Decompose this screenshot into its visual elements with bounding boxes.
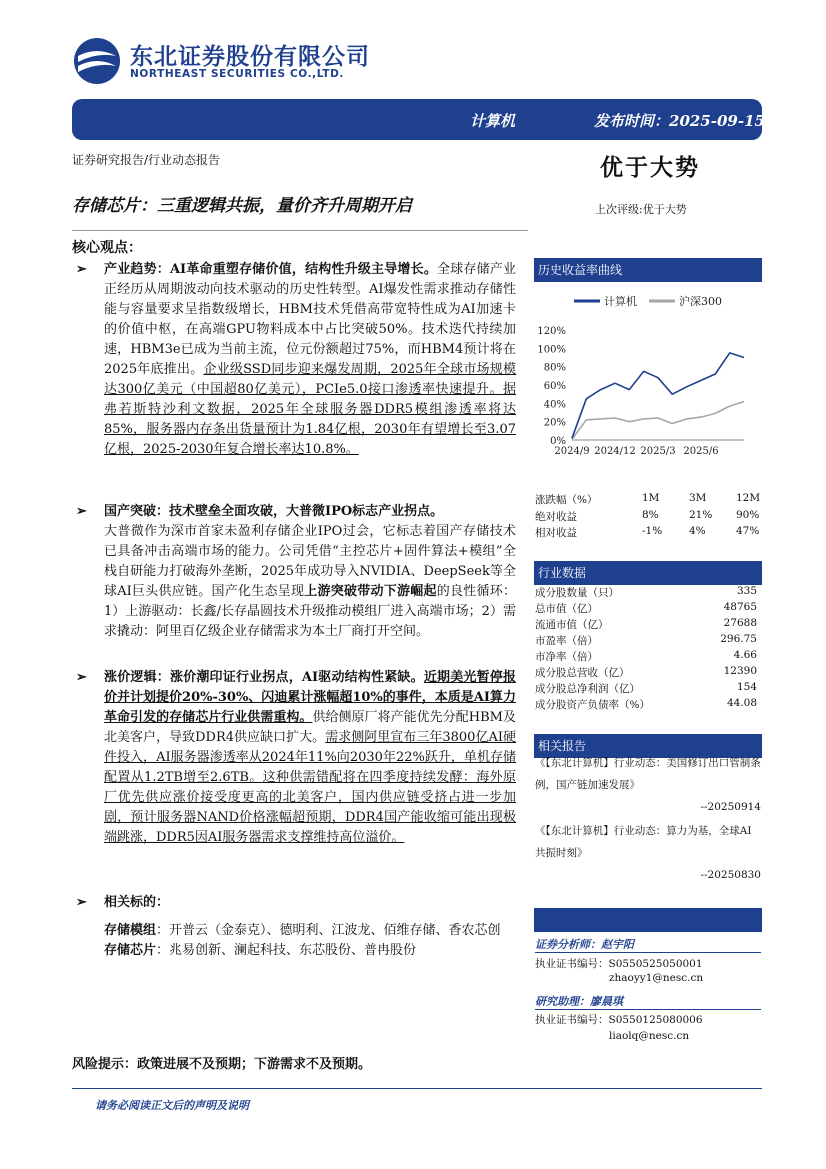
report-title: 存储芯片：三重逻辑共振，量价齐升周期开启 (72, 196, 412, 216)
y-tick-label: 100% (537, 344, 566, 356)
related-report-title[interactable]: 《【东北计算机】行业动态：美国修订出口管制条例，国产链加速发展》 (535, 757, 761, 791)
perf-col-1m: 1M (642, 492, 660, 504)
industry-data-row: 成分股数量（只） 335 (535, 585, 757, 599)
core-point-domestic-breakthrough: ➢ 国产突破：技术壁垒全面攻破，大普微IPO标志产业拐点。 大普微作为深市首家未盈利存储企业IPO过会，它标志着国产存储技术已具备冲击高端市场的能力。公司凭借“主控芯片+固件算法+模组”全栈自研能力打破海外垄断，2025年成功导入NVIDIA、DeepSeek等全球AI巨头供应链。国产化生态呈现上游突破带动下游崛起的良性循环：1）上游驱动：长鑫/长存晶圆技术升级推动模组厂进入高端市场；2）需求撬动：阿里百亿级企业存储需求为本土厂商打开空间。 (76, 504, 516, 639)
related-report-title[interactable]: 《【东北计算机】行业动态：算力为基，全球AI共振时刻》 (535, 825, 752, 859)
related-reports-header: 相关报告 (534, 734, 762, 758)
industry-data-row: 市净率（倍） 4.66 (535, 649, 757, 663)
chart-header: 历史收益率曲线 (534, 258, 762, 282)
arrow-icon: ➢ (76, 504, 87, 519)
analyst-cert: 执业证书编号：S0550525050001 (535, 958, 703, 970)
core-view-heading: 核心观点： (72, 240, 142, 256)
perf-row-absolute: 绝对收益 8% 21% 90% (535, 509, 760, 523)
risk-warning: 风险提示：政策进展不及预期；下游需求不及预期。 (72, 1057, 372, 1072)
footer-disclaimer: 请务必阅读正文后的声明及说明 (95, 1099, 249, 1112)
legend-label: 沪深300 (679, 295, 722, 308)
analyst-email[interactable]: zhaoyy1@nesc.cn (609, 972, 704, 984)
arrow-icon: ➢ (76, 895, 87, 910)
related-report-date: --20250914 (700, 801, 761, 813)
company-name-en: NORTHEAST SECURITIES CO.,LTD. (130, 68, 344, 80)
series-line-0 (572, 353, 744, 438)
perf-row-relative: 相对收益 -1% 4% 47% (535, 525, 760, 539)
previous-rating: 上次评级:优于大势 (595, 203, 687, 216)
industry-data-header: 行业数据 (534, 561, 762, 585)
industry-data-row: 成分股资产负债率（%） 44.08 (535, 697, 757, 711)
related-report-item[interactable] (535, 752, 761, 818)
industry-data-row: 流通市值（亿） 27688 (535, 617, 757, 631)
divider (72, 230, 528, 231)
industry-data-row: 总市值（亿） 48765 (535, 601, 757, 615)
perf-header-label: 涨跌幅（%） (535, 494, 598, 506)
arrow-icon: ➢ (76, 262, 87, 277)
industry-label: 计算机 (470, 112, 516, 130)
core-point-industry-trend: ➢ 产业趋势：AI革命重塑存储价值，结构性升级主导增长。全球存储产业正经历从周期波动向技术驱动的历史性转型。AI爆发性需求推动存储性能与容量要求呈指数级增长，HBM技术凭借高带宽特性成为AI加速卡的价值中枢，在高端GPU物料成本中占比突破50%。技术迭代持续加速，HBM3e已成为当前主流，位元份额超过75%，而HBM4预计将在2025年底推出。企业级SSD同步迎来爆发周期，2025年全球市场规模达300亿美元（中国超80亿美元），PCIe5.0接口渗透率快速提升。据弗若斯特沙利文数据，2025年全球服务器DDR5模组渗透率将达85%，服务器内存条出货量预计为1.84亿根，2030年有望增长至3.07亿根，2025-2030年复合增长率达10.8%。 (76, 262, 516, 457)
perf-col-12m: 12M (736, 492, 761, 504)
perf-col-3m: 3M (689, 492, 707, 504)
analyst-header-bar (534, 908, 762, 932)
industry-data-row: 市盈率（倍） 296.75 (535, 633, 757, 647)
report-type: 证券研究报告/行业动态报告 (72, 153, 221, 167)
related-report-date: --20250830 (700, 869, 761, 881)
industry-data-row: 成分股总营收（亿） 12390 (535, 665, 757, 679)
arrow-icon: ➢ (76, 670, 87, 685)
y-tick-label: 80% (543, 362, 566, 374)
assistant-email[interactable]: liaolq@nesc.cn (609, 1030, 690, 1042)
related-report-item[interactable] (535, 820, 761, 886)
perf-header-row (535, 492, 761, 509)
y-tick-label: 40% (543, 399, 566, 411)
series-line-1 (572, 402, 744, 440)
y-tick-label: 20% (543, 417, 566, 429)
assistant-name: 研究助理：廖晨琪 (535, 993, 761, 1010)
core-point-price-logic: ➢ 涨价逻辑：涨价潮印证行业拐点，AI驱动结构性紧缺。近期美光暂停报价并计划提价20%-30%、闪迪累计涨幅超10%的事件，本质是AI算力革命引发的存储芯片行业供需重构。供给侧原厂将产能优先分配HBM及北美客户，导致DDR4供应缺口扩大。需求侧阿里宣布三年3800亿AI硬件投入，AI服务器渗透率从2024年11%向2030年22%跃升，单机存储配置从1.2TB增至2.6TB。这种供需错配将在四季度持续发酵：海外原厂优先供应涨价接受度更高的北美客户，国内供应链受挤占进一步加剧，预计服务器NAND价格涨幅超预期，DDR4国产能收缩可能出现极端跳涨，DDR5因AI服务器需求支撑维持高位溢价。 (76, 670, 517, 845)
x-tick-label: 2025/6 (683, 446, 719, 457)
company-logo (72, 36, 122, 86)
assistant-cert: 执业证书编号：S0550125080006 (535, 1014, 703, 1026)
x-tick-label: 2024/12 (594, 446, 636, 457)
core-point-related-targets: ➢ 相关标的： 存储模组：开普云（金泰克）、德明利、江波龙、佰维存储、香农芯创 存储芯片：兆易创新、澜起科技、东芯股份、普冉股份 (76, 895, 501, 958)
industry-data-row: 成分股总净利润（亿） 154 (535, 681, 757, 695)
company-name-cn: 东北证券股份有限公司 (130, 44, 370, 70)
return-chart (534, 290, 762, 468)
rating: 优于大势 (600, 154, 700, 181)
footer-divider (72, 1088, 762, 1089)
y-tick-label: 120% (537, 326, 566, 337)
x-tick-label: 2025/3 (640, 446, 676, 457)
legend-label: 计算机 (604, 295, 637, 308)
x-tick-label: 2024/9 (554, 446, 590, 457)
y-tick-label: 0% (550, 436, 566, 447)
publish-time: 发布时间：2025-09-15 (594, 112, 765, 130)
analyst-name: 证券分析师：赵宇阳 (535, 936, 761, 953)
y-tick-label: 60% (543, 381, 566, 392)
